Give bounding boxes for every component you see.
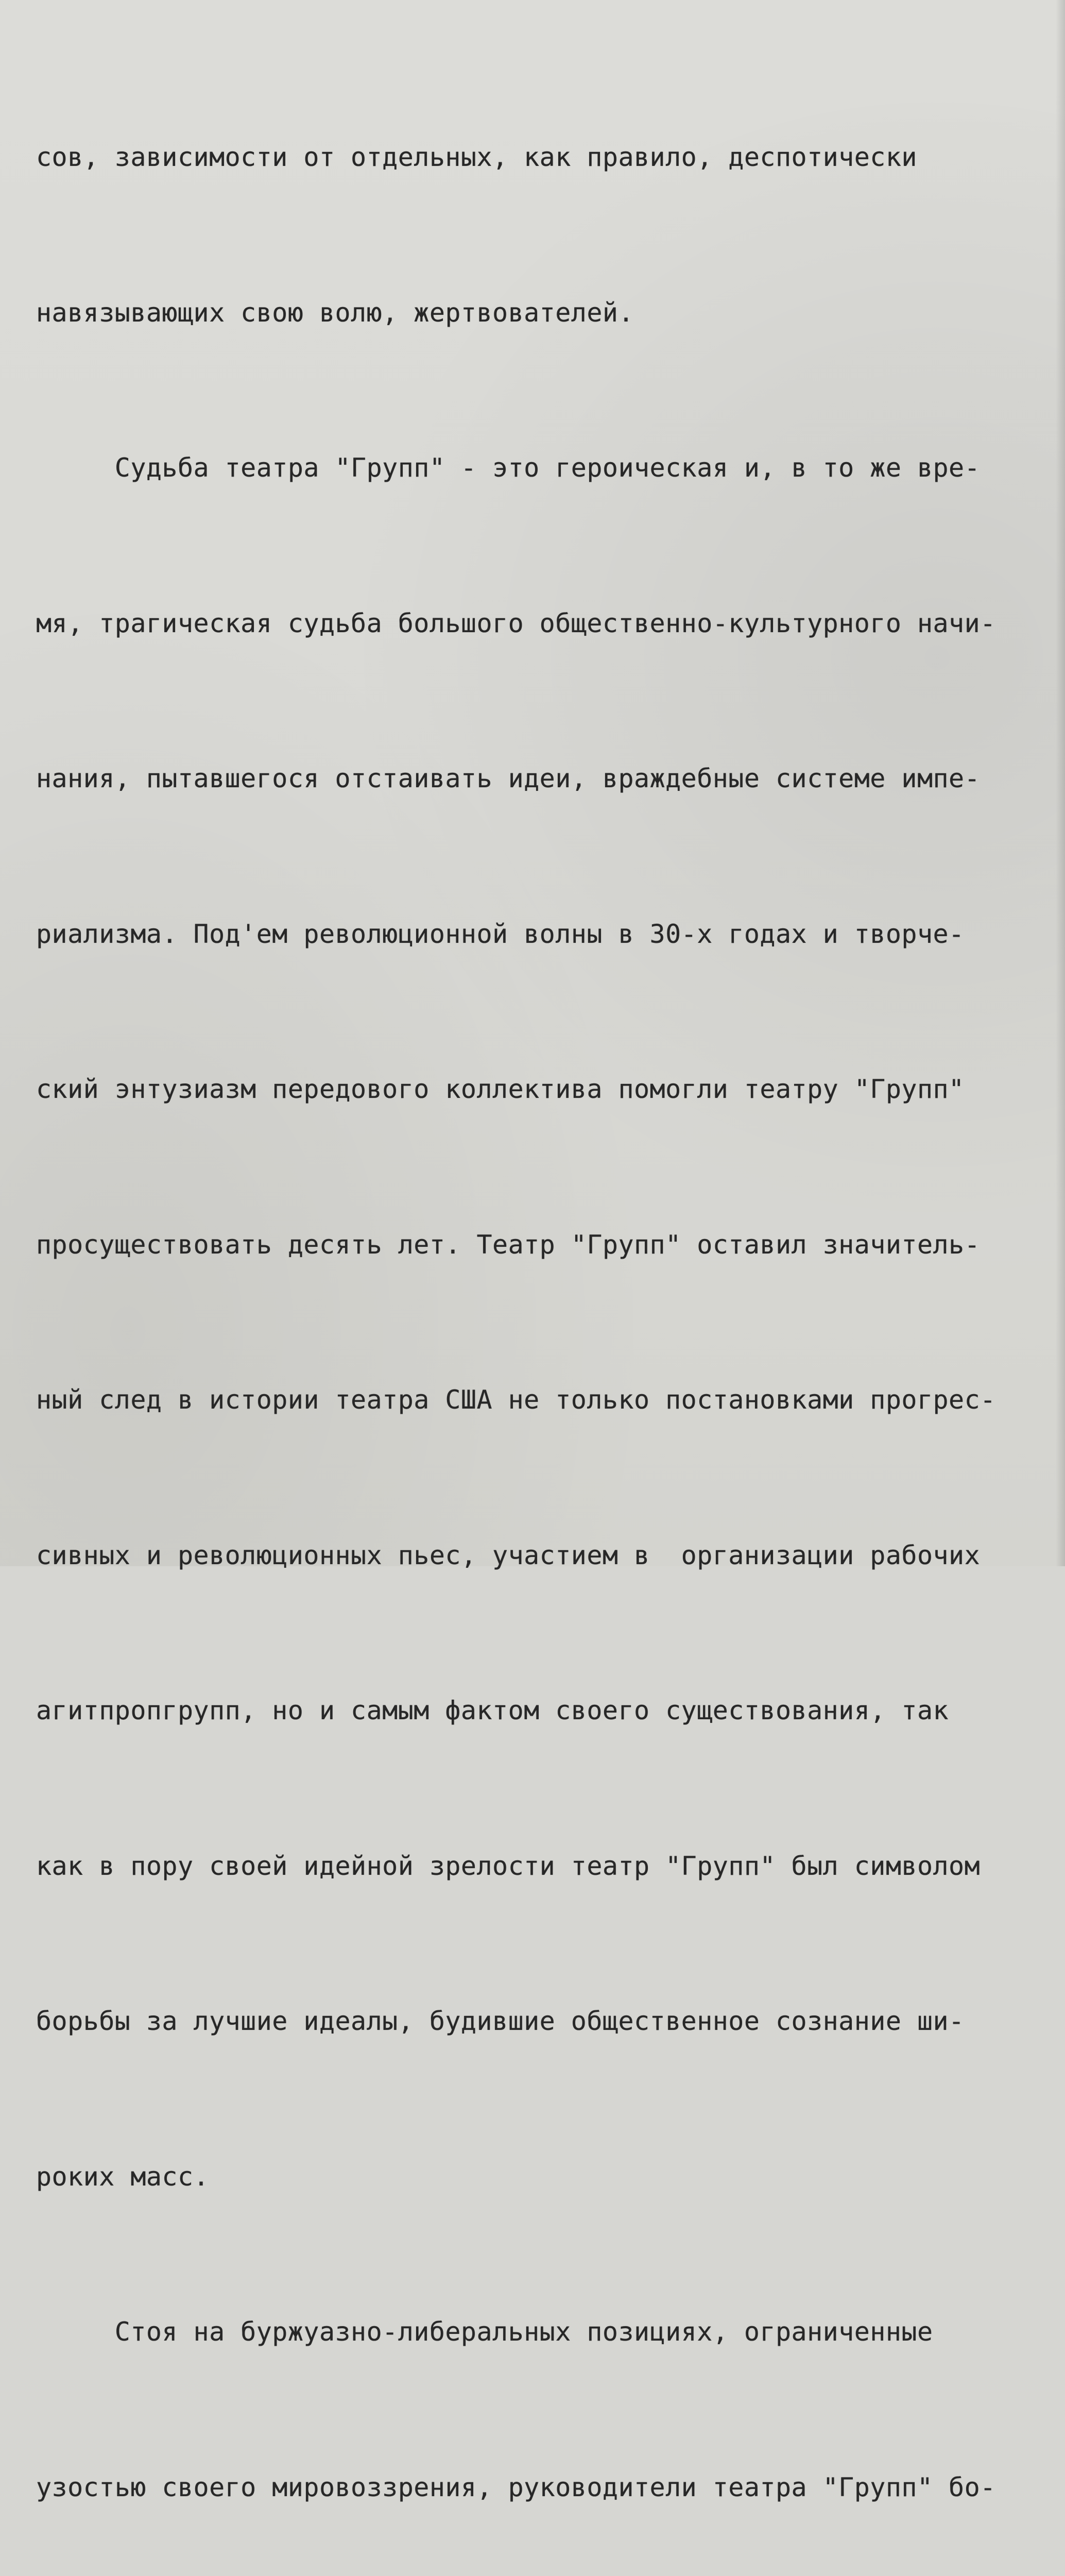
text-line-16: узостью своего мировоззрения, руководители театра "Групп" бо- <box>36 2472 996 2502</box>
text-line-4: мя, трагическая судьба большого общественно-культурного начи- <box>36 608 996 638</box>
text-line-14: роких масс. <box>36 2161 210 2192</box>
text-line-7: ский энтузиазм передового коллектива помогли театру "Групп" <box>36 1074 965 1104</box>
text-line-11: агитпропгрупп, но и самым фактом своего существования, так <box>36 1696 949 1725</box>
typewritten-text <box>36 28 1045 2576</box>
text-line-5: нания, пытавшегося отстаивать идеи, враждебные системе импе- <box>36 764 981 793</box>
text-line-9: ный след в истории театра США не только постановками прогрес- <box>36 1385 996 1415</box>
text-line-1: сов, зависимости от отдельных, как правило, деспотически <box>36 142 917 172</box>
text-line-10: сивных и революционных пьес, участием в организации рабочих <box>36 1540 981 1570</box>
text-line-2: навязывающих свою волю, жертвователей. <box>36 297 634 328</box>
text-line-8: просуществовать десять лет. Театр "Групп" оставил значитель- <box>36 1229 981 1260</box>
text-line-3: Судьба театра "Групп" - это героическая и, в то же вре- <box>36 453 981 483</box>
text-line-6: риализма. Под'ем революционной волны в 30-х годах и творче- <box>36 919 965 949</box>
text-line-13: борьбы за лучшие идеалы, будившие общественное сознание ши- <box>36 2006 965 2036</box>
page-edge-shadow <box>1056 0 1065 1566</box>
text-line-12: как в пору своей идейной зрелости театр "Групп" был символом <box>36 1851 981 1881</box>
text-line-15: Стоя на буржуазно-либеральных позициях, ограниченные <box>36 2317 933 2347</box>
